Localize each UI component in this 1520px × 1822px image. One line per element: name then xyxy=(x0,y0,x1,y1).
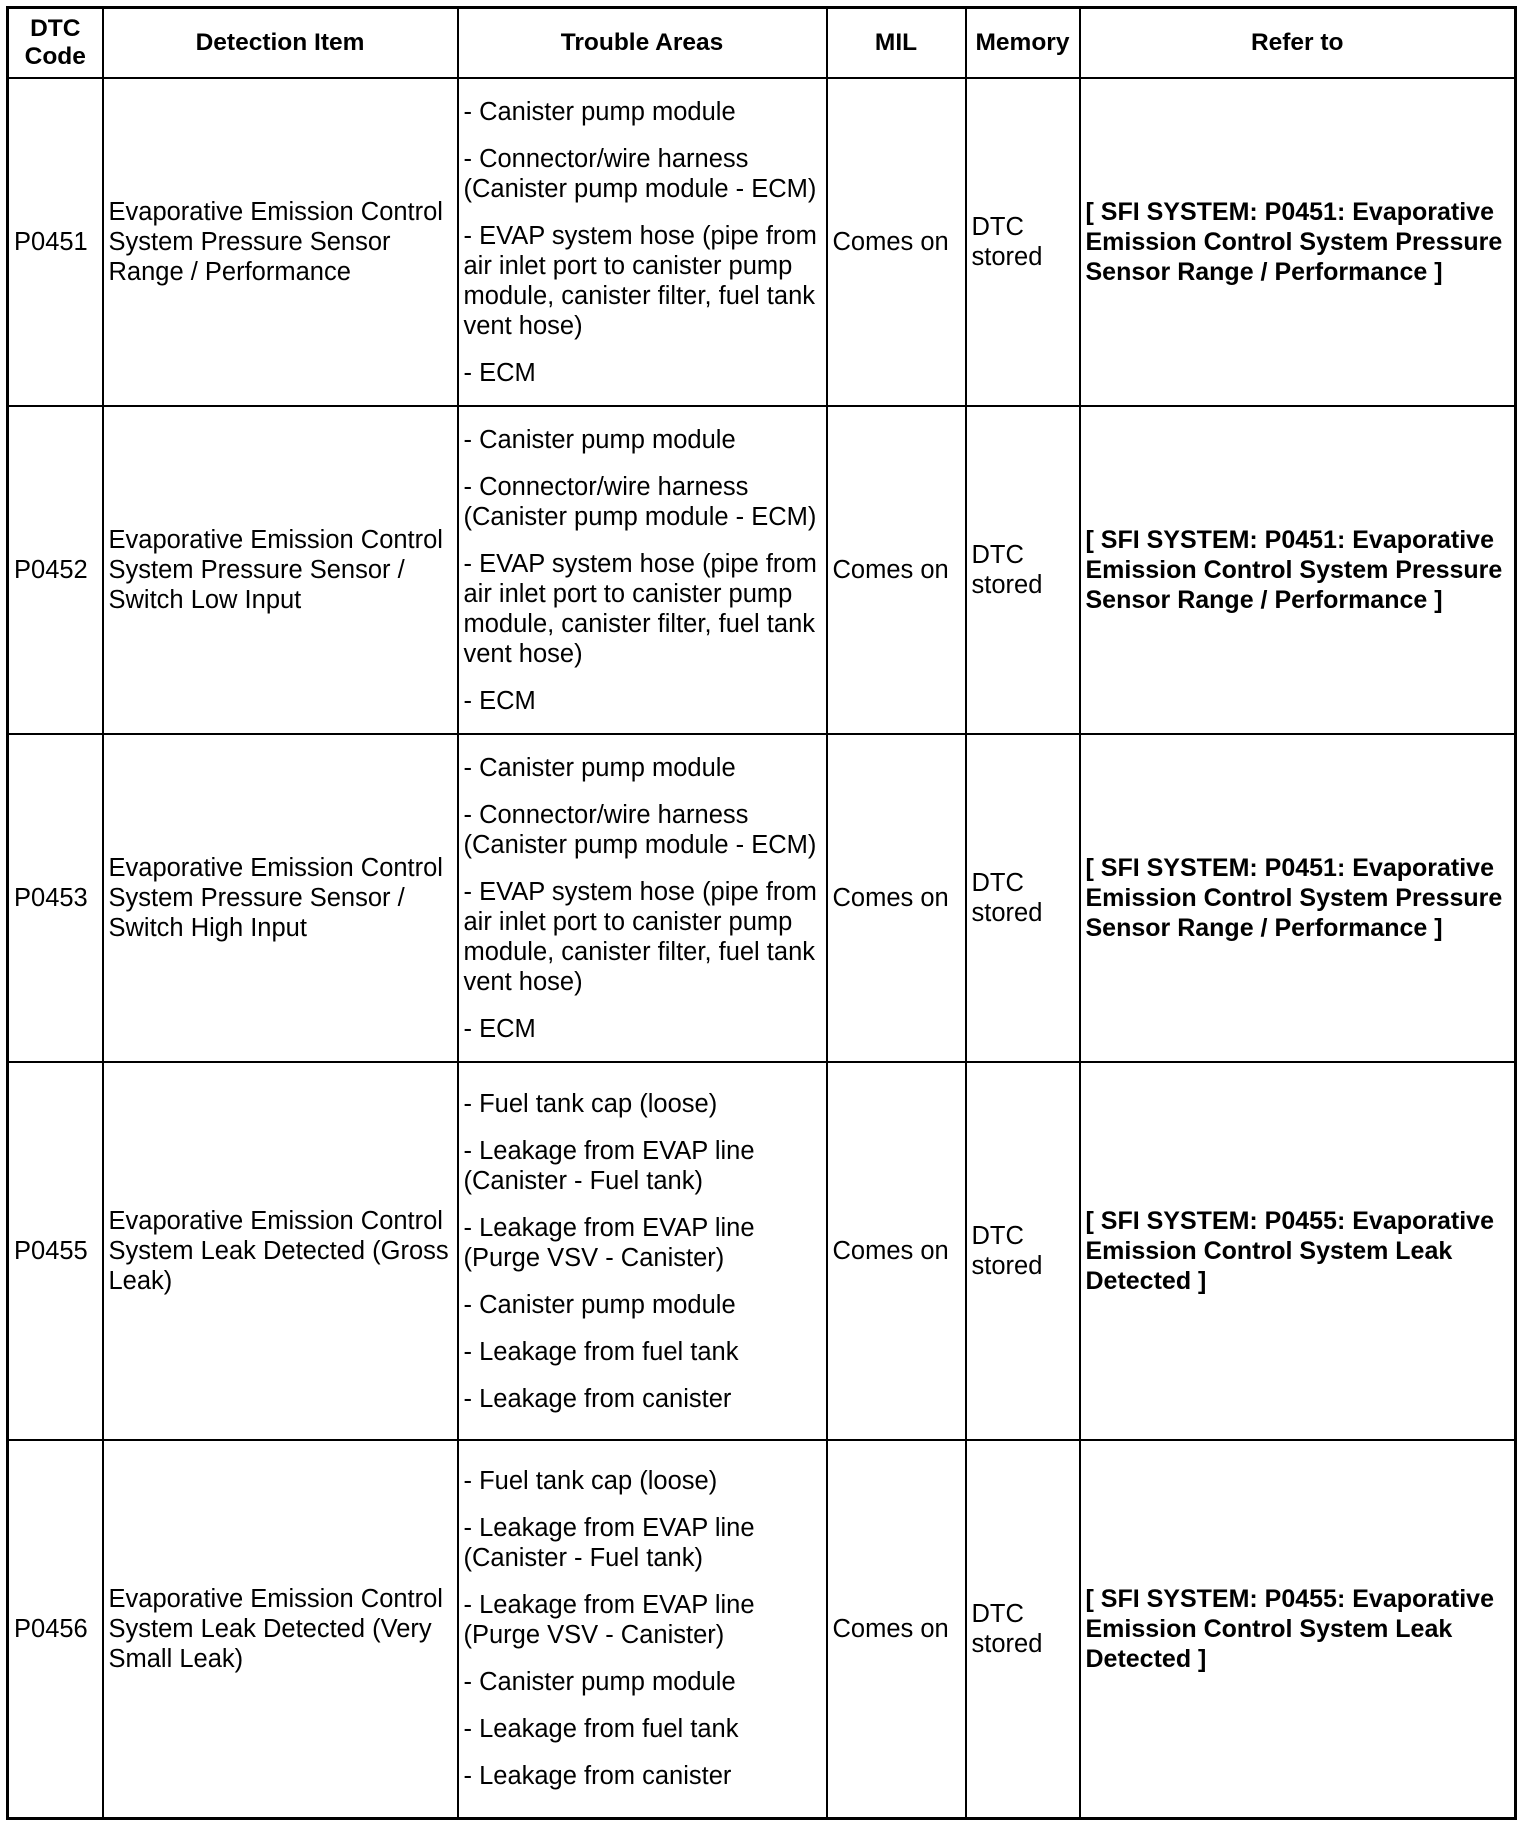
trouble-areas-cell xyxy=(458,1440,827,1818)
dtc-code-cell: P0453 xyxy=(8,734,103,1062)
refer-to-link[interactable]: [ SFI SYSTEM: P0451: Evaporative Emission Control System Pressure Sensor Range / Performance ] xyxy=(1080,734,1516,1062)
header-refer-to: Refer to xyxy=(1080,8,1516,79)
trouble-area-item: - EVAP system hose (pipe from air inlet port to canister pump module, canister filter, fuel tank vent hose) xyxy=(463,549,817,668)
trouble-area-item: - Canister pump module xyxy=(463,1290,736,1319)
trouble-area-item: - Canister pump module xyxy=(463,753,736,782)
table-row xyxy=(8,406,1516,734)
header-trouble-areas: Trouble Areas xyxy=(458,8,827,79)
mil-cell: Comes on xyxy=(827,734,966,1062)
trouble-area-item: - ECM xyxy=(463,1014,536,1043)
trouble-area-item: - Canister pump module xyxy=(463,97,736,126)
trouble-area-item: - Canister pump module xyxy=(463,1668,736,1697)
mil-cell: Comes on xyxy=(827,1062,966,1440)
dtc-table-container xyxy=(6,6,1514,1820)
trouble-area-item: - Connector/wire harness (Canister pump module - ECM) xyxy=(463,472,817,531)
trouble-area-item: - Leakage from canister xyxy=(463,1384,732,1413)
memory-cell: DTC stored xyxy=(966,78,1080,406)
memory-cell: DTC stored xyxy=(966,734,1080,1062)
mil-cell: Comes on xyxy=(827,78,966,406)
trouble-area-item: - Canister pump module xyxy=(463,425,736,454)
trouble-areas-cell xyxy=(458,406,827,734)
trouble-area-item: - ECM xyxy=(463,358,536,387)
trouble-areas-cell xyxy=(458,78,827,406)
refer-to-link[interactable]: [ SFI SYSTEM: P0451: Evaporative Emission Control System Pressure Sensor Range / Performance ] xyxy=(1080,78,1516,406)
detection-item-cell: Evaporative Emission Control System Pressure Sensor / Switch High Input xyxy=(103,734,458,1062)
detection-item-cell: Evaporative Emission Control System Leak Detected (Gross Leak) xyxy=(103,1062,458,1440)
dtc-code-cell: P0452 xyxy=(8,406,103,734)
detection-item-cell: Evaporative Emission Control System Pressure Sensor Range / Performance xyxy=(103,78,458,406)
trouble-area-item: - Leakage from EVAP line (Purge VSV - Canister) xyxy=(463,1213,755,1272)
dtc-code-cell: P0451 xyxy=(8,78,103,406)
memory-cell: DTC stored xyxy=(966,1062,1080,1440)
trouble-area-item: - EVAP system hose (pipe from air inlet port to canister pump module, canister filter, fuel tank vent hose) xyxy=(463,221,817,340)
trouble-areas-cell xyxy=(458,734,827,1062)
header-dtc-code: DTC Code xyxy=(8,8,103,79)
trouble-areas-cell xyxy=(458,1062,827,1440)
trouble-area-item: - Leakage from fuel tank xyxy=(463,1337,739,1366)
refer-to-link[interactable]: [ SFI SYSTEM: P0451: Evaporative Emission Control System Pressure Sensor Range / Performance ] xyxy=(1080,406,1516,734)
detection-item-cell: Evaporative Emission Control System Pressure Sensor / Switch Low Input xyxy=(103,406,458,734)
dtc-code-cell: P0456 xyxy=(8,1440,103,1818)
dtc-table xyxy=(6,6,1517,1820)
trouble-area-item: - EVAP system hose (pipe from air inlet port to canister pump module, canister filter, fuel tank vent hose) xyxy=(463,877,817,996)
refer-to-link[interactable]: [ SFI SYSTEM: P0455: Evaporative Emission Control System Leak Detected ] xyxy=(1080,1062,1516,1440)
mil-cell: Comes on xyxy=(827,406,966,734)
trouble-area-item: - Leakage from EVAP line (Purge VSV - Canister) xyxy=(463,1591,755,1650)
trouble-area-item: - ECM xyxy=(463,686,536,715)
detection-item-cell: Evaporative Emission Control System Leak Detected (Very Small Leak) xyxy=(103,1440,458,1818)
trouble-area-item: - Connector/wire harness (Canister pump module - ECM) xyxy=(463,144,817,203)
trouble-area-item: - Leakage from EVAP line (Canister - Fuel tank) xyxy=(463,1514,755,1573)
trouble-area-item: - Connector/wire harness (Canister pump module - ECM) xyxy=(463,800,817,859)
mil-cell: Comes on xyxy=(827,1440,966,1818)
trouble-area-item: - Leakage from canister xyxy=(463,1762,732,1791)
table-row xyxy=(8,1440,1516,1818)
refer-to-link[interactable]: [ SFI SYSTEM: P0455: Evaporative Emission Control System Leak Detected ] xyxy=(1080,1440,1516,1818)
memory-cell: DTC stored xyxy=(966,406,1080,734)
table-header-row xyxy=(8,8,1516,79)
table-row xyxy=(8,1062,1516,1440)
trouble-area-item: - Leakage from EVAP line (Canister - Fuel tank) xyxy=(463,1136,755,1195)
table-row xyxy=(8,734,1516,1062)
header-memory: Memory xyxy=(966,8,1080,79)
header-mil: MIL xyxy=(827,8,966,79)
trouble-area-item: - Leakage from fuel tank xyxy=(463,1715,739,1744)
header-detection-item: Detection Item xyxy=(103,8,458,79)
trouble-area-item: - Fuel tank cap (loose) xyxy=(463,1089,718,1118)
memory-cell: DTC stored xyxy=(966,1440,1080,1818)
trouble-area-item: - Fuel tank cap (loose) xyxy=(463,1467,718,1496)
table-row xyxy=(8,78,1516,406)
dtc-code-cell: P0455 xyxy=(8,1062,103,1440)
